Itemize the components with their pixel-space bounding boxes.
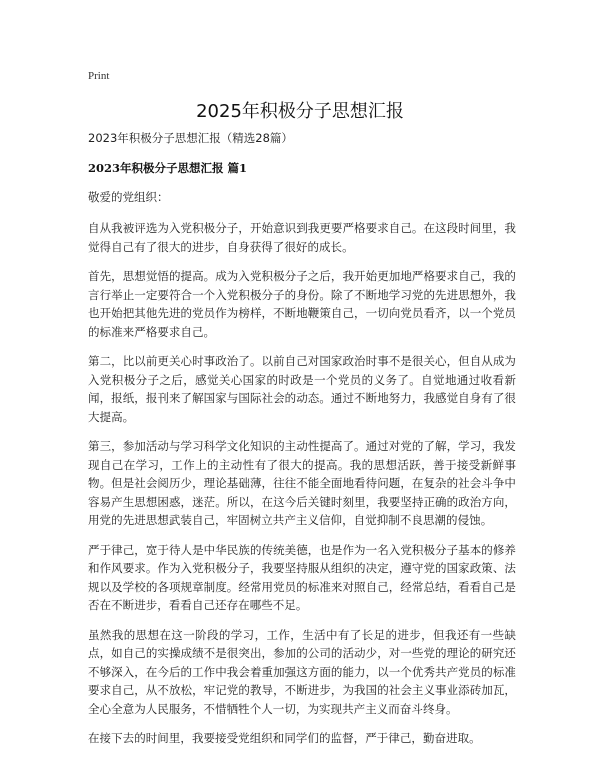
paragraph: 第二，比以前更关心时事政治了。以前自己对国家政治时事不是很关心，但自从成为入党积极分子之后，感觉关心国家的时政是一个党员的义务了。自觉地通过收看新闻，报纸，报刊来了解国家与国际社会的动态。通过不断地努力，我感觉自身有了很大提高。	[88, 354, 516, 424]
paragraph: 首先，思想觉悟的提高。成为入党积极分子之后，我开始更加地严格要求自己，我的言行举止一定要符合一个入党积极分子的身份。除了不断地学习党的先进思想外，我也开始把其他先进的党员作为榜样，不断地鞭策自己，一切向党员看齐，以一个党员的标准来严格要求自己。	[88, 269, 516, 339]
paragraph: 虽然我的思想在这一阶段的学习，工作，生活中有了长足的进步，但我还有一些缺点，如自己的实操成绩不是很突出，参加的公司的活动少，对一些党的理论的研究还不够深入，在今后的工作中我会着重加强这方面的能力，以一个优秀共产党员的标准要求自己，从不放松，牢记党的教导，不断进步，为我国的社会主义事业添砖加瓦，全心全意为人民服务，不惜牺牲个人一切，为实现共产主义而奋斗终身。	[88, 627, 516, 716]
page-title: 2025年积极分子思想汇报	[196, 101, 404, 122]
paragraph: 严于律己，宽于待人是中华民族的传统美德，也是作为一名入党积极分子基本的修养和作风要求。作为入党积极分子，我要坚持服从组织的决定，遵守党的国家政策、法规以及学校的各项规章制度。经常用党员的标准来对照自己，经常总结，看看自己是否在不断进步，看看自己还存在哪些不足。	[88, 542, 516, 612]
section-heading: 2023年积极分子思想汇报 篇1	[88, 161, 248, 175]
document-body	[88, 130, 516, 759]
paragraph: 第三，参加活动与学习科学文化知识的主动性提高了。通过对党的了解，学习，我发现自己在学习，工作上的主动性有了很大的提高。我的思想活跃，善于接受新鲜事物。但是社会阅历少，理论基础薄，往往不能全面地看待问题，在复杂的社会斗争中容易产生思想困惑，迷茫。所以，在这今后关键时刻里，我要坚持正确的政治方向，用党的先进思想武装自己，牢固树立共产主义信仰，自觉抑制不良思潮的侵蚀。	[88, 439, 516, 527]
paragraph: 自从我被评选为入党积极分子，开始意识到我更要严格要求自己。在这段时间里，我觉得自己有了很大的进步，自身获得了很好的成长。	[88, 221, 516, 254]
document-subtitle: 2023年积极分子思想汇报（精选28篇）	[88, 131, 293, 145]
paragraph: 在接下去的时间里，我要接受党组织和同学们的监督，严于律己，勤奋进取。	[88, 731, 481, 745]
print-label: Print	[88, 70, 110, 82]
greeting: 敬爱的党组织：	[88, 190, 169, 204]
